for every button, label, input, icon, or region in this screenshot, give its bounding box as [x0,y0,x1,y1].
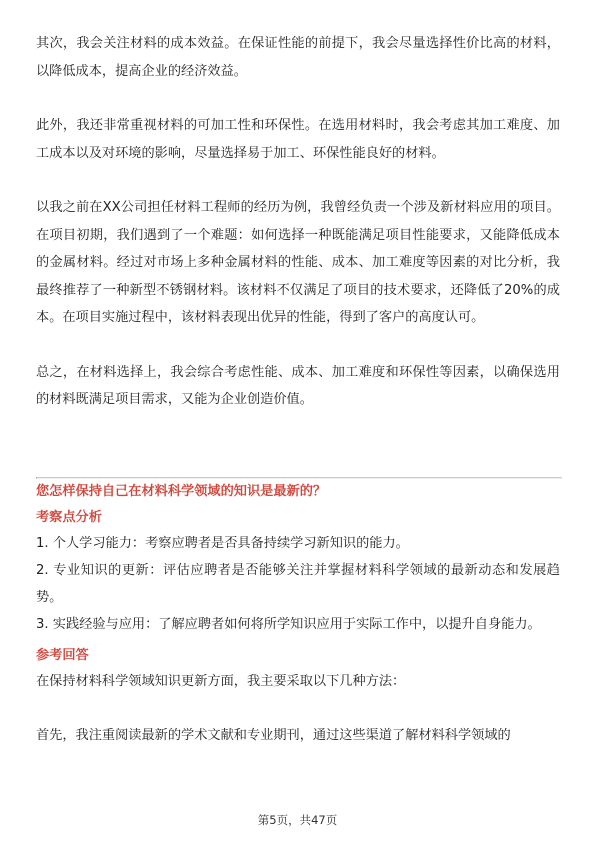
analysis-heading: 考察点分析 [36,510,102,525]
answer-first-point: 首先，我注重阅读最新的学术文献和专业期刊，通过这些渠道了解材料科学领域的 [36,728,511,743]
analysis-item: 2. 专业知识的更新：评估应聘者是否能够关注并掌握材料科学领域的最新动态和发展趋势。 [36,563,560,605]
paragraph-example: 以我之前在XX公司担任材料工程师的经历为例，我曾经负责一个涉及新材料应用的项目。在项目初期，我们遇到了一个难题：如何选择一种既能满足项目性能要求，又能降低成本的金属材料。经过对市场上多种金属材料的性能、成本、加工难度等因素的对比分析，我最终推荐了一种新型不锈钢材料。该材料不仅满足了项目的技术要求，还降低了20%的成本。在项目实施过程中，该材料表现出优异的性能，得到了客户的高度认可。 [36,200,560,325]
question-section [36,478,560,749]
analysis-item: 3. 实践经验与应用：了解应聘者如何将所学知识应用于实际工作中，以提升自身能力。 [36,617,541,632]
answer-heading: 参考回答 [36,648,89,663]
answer-intro: 在保持材料科学领域知识更新方面，我主要采取以下几种方法： [36,674,406,689]
paragraph-summary: 总之，在材料选择上，我会综合考虑性能、成本、加工难度和环保性等因素，以确保选用的材料既满足项目需求，又能为企业创造价值。 [36,364,560,407]
body-text [36,30,560,414]
question-title: 您怎样保持自己在材料科学领域的知识是最新的？ [36,484,327,499]
paragraph-processability: 此外，我还非常重视材料的可加工性和环保性。在选用材料时，我会考虑其加工难度、加工成本以及对环境的影响，尽量选择易于加工、环保性能良好的材料。 [36,118,560,161]
page-footer: 第5页，共47页 [257,813,338,827]
paragraph-cost: 其次，我会关注材料的成本效益。在保证性能的前提下，我会尽量选择性价比高的材料，以降低成本，提高企业的经济效益。 [36,36,560,79]
analysis-item: 1. 个人学习能力：考察应聘者是否具备持续学习新知识的能力。 [36,536,409,551]
